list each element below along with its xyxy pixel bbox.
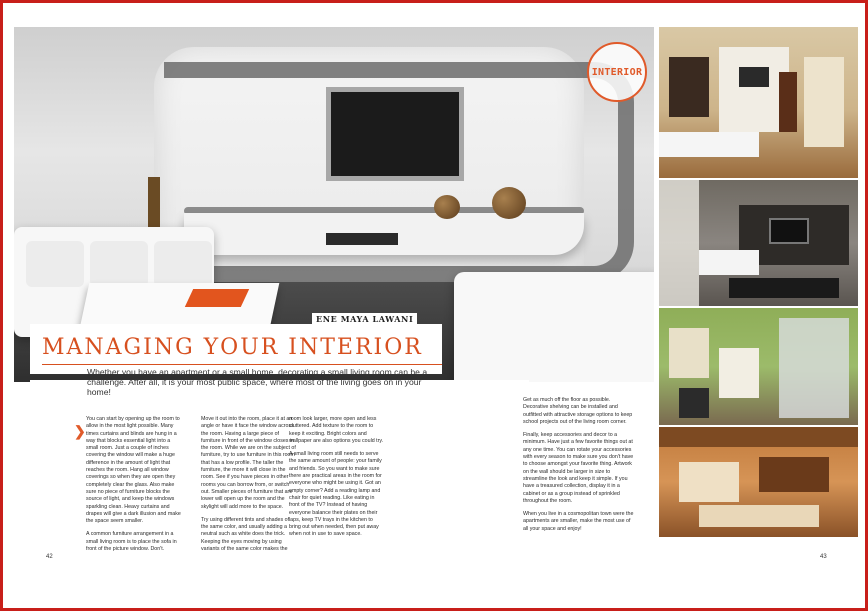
paragraph: Get as much off the floor as possible. Decorative shelving can be installed and outfitted with attractive storage options to keep school projects out of the living room corner.	[523, 397, 633, 425]
photo-wood-lounge	[659, 427, 858, 537]
text-column-4	[523, 397, 635, 539]
tv-screen-icon	[326, 87, 464, 181]
paragraph: You can start by opening up the room to allow in the most light possible. Many times curtains and blinds are hung in a way that blocks essential light into a small room. Just a couple of inches covering the window will make a huge difference in the amount of light that reaches the room. Hang all window coverings so when they are open they completely clear the glass. Also make sure no piece of furniture blocks the source of light, and keep the windows sparkling clean. Heavy curtains and drapes will give a dark illusion and make the space seem smaller.	[86, 416, 181, 525]
article-title: MANAGING YOUR INTERIOR	[42, 335, 423, 360]
interior-badge: INTERIOR	[587, 42, 647, 102]
text-column-1	[86, 416, 184, 559]
paragraph: A common furniture arrangement in a small living room is to place the sofa in front of the picture window. Don't.	[86, 531, 177, 553]
photo-grey-lounge	[659, 180, 858, 306]
page-number-right: 43	[820, 554, 827, 560]
paragraph: Finally, keep accessories and decor to a minimum. Have just a few favorite things out at any one time. You can rotate your accessories with every season to make sure you don't have to choose amongst your favorite thing. Artwork on the wall should be larger in size to streamline the look and keep it simple. If you have a treasured collection, display it in a cabinet or as a group instead of sprinkled throughout the room.	[523, 432, 634, 504]
photo-green-room	[659, 308, 858, 425]
title-divider	[42, 364, 442, 365]
paragraph: A small living room still needs to serve the same amount of people: your family and friends. So you want to make sure there are practical areas in the room for everyone who might be using it. Got an empty corner? Add a reading lamp and chair for quiet reading. Like eating in front of the TV? Instead of having everyone balance their plates on their laps, keep TV trays in the kitchen to bring out when needed, then put away when not in use to save space.	[289, 451, 382, 538]
paragraph: room look larger, more open and less cluttered. Add texture to the room to keep it exciting. Bright colors and wallpaper are also options you could try.	[289, 416, 384, 444]
paragraph: When you live in a cosmopolitan town were the apartments are smaller, make the most use of all your space and enjoy!	[523, 511, 634, 532]
chevron-right-icon: ❯	[74, 423, 86, 439]
page-number-left: 42	[46, 554, 53, 560]
paragraph: Move it out into the room, place it at an angle or have it face the window across the room. Having a large piece of furniture in front of the window closes in the room. While we are on the subject of furniture, try to use furniture in this room that has a low profile. The taller the furniture, the more it will close in the room. See if you have pieces in other rooms you can borrow from, or switch out. Smaller pieces of furniture that are lower will open up the room and the skylight will add more to the space.	[201, 416, 296, 510]
author-byline: ENE MAYA LAWANI	[312, 313, 417, 325]
intro-paragraph: Whether you have an apartment or a small home, decorating a small living room can be a challenge. After all, it is your most public space, where most of the living goes on in your home!	[87, 367, 428, 397]
paragraph: Try using different tints and shades of the same color, and usually adding a neutral such as white does the trick. Keeping the eyes moving by using variants of the same color makes the	[201, 516, 290, 553]
text-column-3	[289, 416, 385, 545]
photo-bedroom	[659, 27, 858, 178]
text-column-2	[201, 416, 297, 559]
